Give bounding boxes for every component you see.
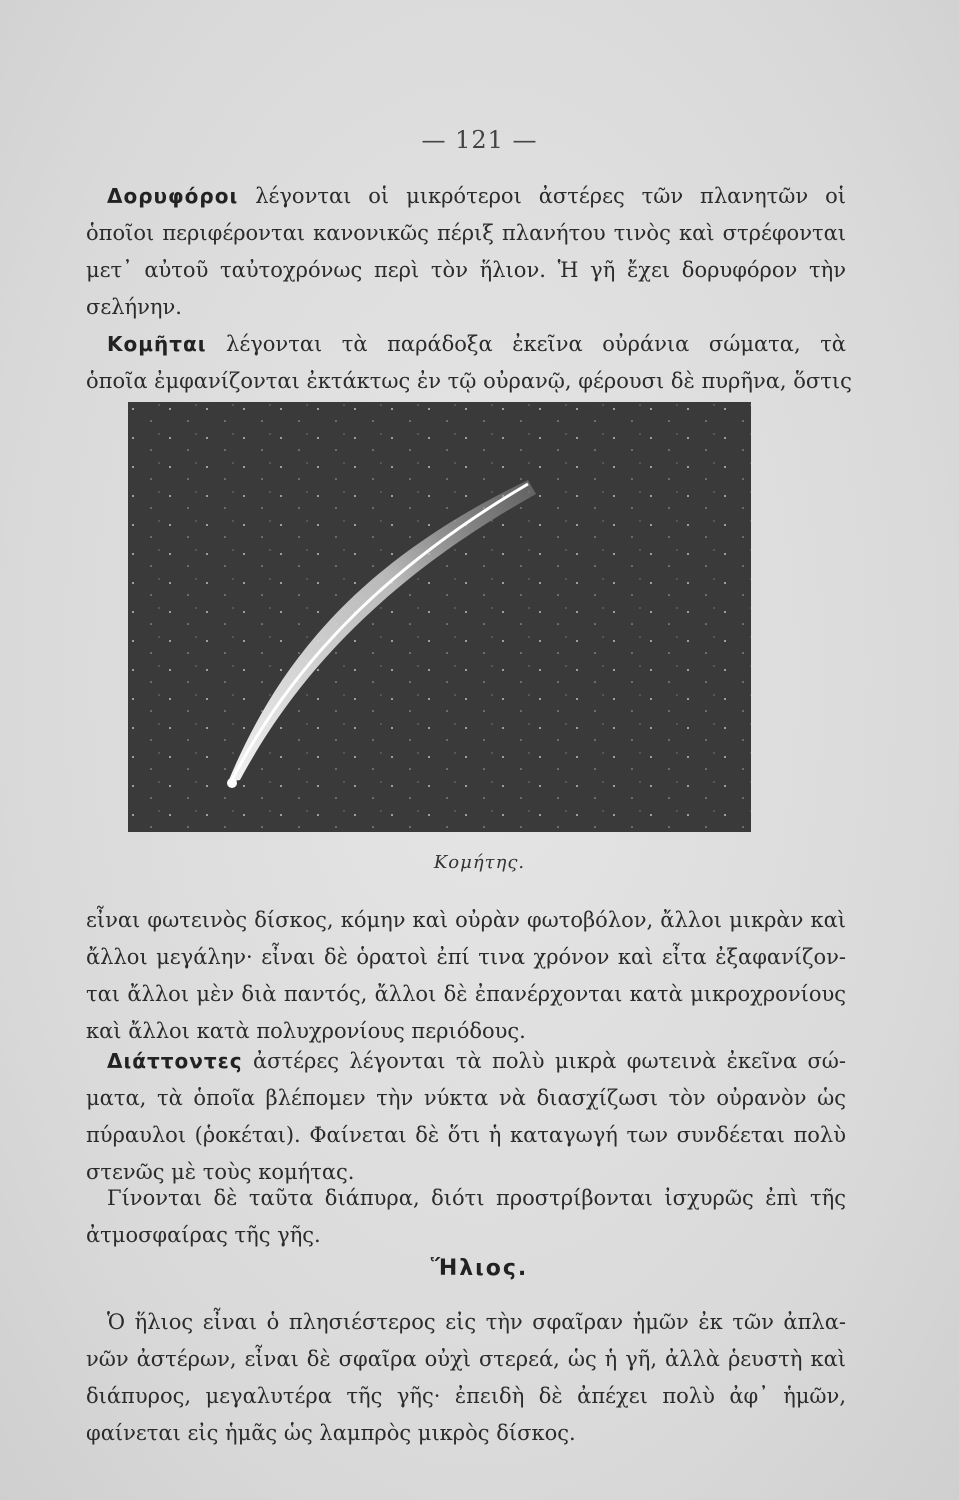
text-line: διάπυρος, μεγαλυτέρα τῆς γῆς· ἐπειδὴ δὲ ἀπέχει πολὺ ἀφ᾽ ἡμῶν,	[86, 1384, 846, 1408]
paragraph-comets	[86, 326, 852, 400]
figure-caption: Κομήτης.	[433, 852, 526, 873]
text-line: Διάττοντες ἀστέρες λέγονται τὰ πολὺ μικρὰ φωτεινὰ ἐκεῖνα σώ-	[107, 1049, 846, 1073]
paragraph-incandescent	[86, 1180, 846, 1254]
text-line: ἀτμοσφαίρας τῆς γῆς.	[86, 1223, 321, 1247]
text-line: ἄλλοι μεγάλην· εἶναι δὲ ὁρατοὶ ἐπί τινα χρόνον καὶ εἶτα ἐξαφανίζον-	[86, 945, 846, 969]
text-line: Δορυφόροι λέγονται οἱ μικρότεροι ἀστέρες τῶν πλανητῶν οἱ	[107, 184, 846, 208]
text-line: Γίνονται δὲ ταῦτα διάπυρα, διότι προστρίβονται ἰσχυρῶς ἐπὶ τῆς	[107, 1186, 846, 1210]
paragraph-shooting-stars	[86, 1043, 846, 1191]
section-title-sun: Ἥλιος.	[430, 1256, 529, 1281]
text-line: ματα, τὰ ὁποῖα βλέπομεν τὴν νύκτα νὰ διασχίζωσι τὸν οὐρανὸν ὡς	[86, 1086, 846, 1110]
text-line: καὶ ἄλλοι κατὰ πολυχρονίους περιόδους.	[86, 1019, 526, 1043]
text-line: εἶναι φωτεινὸς δίσκος, κόμην καὶ οὐρὰν φωτοβόλον, ἄλλοι μικρὰν καὶ	[86, 908, 846, 932]
text-line: πύραυλοι (ῥοκέται). Φαίνεται δὲ ὅτι ἡ καταγωγή των συνδέεται πολὺ	[86, 1123, 846, 1147]
paragraph-satellites	[86, 178, 846, 326]
term-heading: Διάττοντες	[107, 1049, 243, 1073]
text-line: ὁποῖα ἐμφανίζονται ἐκτάκτως ἐν τῷ οὐρανῷ, φέρουσι δὲ πυρῆνα, ὅστις	[86, 369, 852, 393]
paragraph-comet-description	[86, 902, 846, 1050]
text-line: σελήνην.	[86, 295, 182, 319]
term-heading: Δορυφόροι	[107, 184, 239, 208]
text-line: στενῶς μὲ τοὺς κομήτας.	[86, 1160, 355, 1184]
text-line: μετ᾽ αὐτοῦ ταὐτοχρόνως περὶ τὸν ἥλιον. Ἡ γῆ ἔχει δορυφόρον τὴν	[86, 258, 846, 282]
text-line: Ὁ ἥλιος εἶναι ὁ πλησιέστερος εἰς τὴν σφαῖραν ἡμῶν ἐκ τῶν ἀπλα-	[107, 1310, 846, 1334]
page-number: — 121 —	[421, 126, 538, 154]
text-line: ὁποῖοι περιφέρονται κανονικῶς πέριξ πλανήτου τινὸς καὶ στρέφονται	[86, 221, 846, 245]
comet-image	[128, 402, 751, 832]
text-line: ται ἄλλοι μὲν διὰ παντός, ἄλλοι δὲ ἐπανέρχονται κατὰ μικροχρονίους	[86, 982, 846, 1006]
text-line: νῶν ἀστέρων, εἶναι δὲ σφαῖρα οὐχὶ στερεά, ὡς ἡ γῆ, ἀλλὰ ῥευστὴ καὶ	[86, 1347, 846, 1371]
text-line: Κομῆται λέγονται τὰ παράδοξα ἐκεῖνα οὐράνια σώματα, τὰ	[107, 332, 846, 356]
text-line: φαίνεται εἰς ἡμᾶς ὡς λαμπρὸς μικρὸς δίσκος.	[86, 1421, 576, 1445]
paragraph-sun	[86, 1304, 846, 1452]
term-heading: Κομῆται	[107, 332, 207, 356]
comet-illustration	[128, 402, 751, 832]
